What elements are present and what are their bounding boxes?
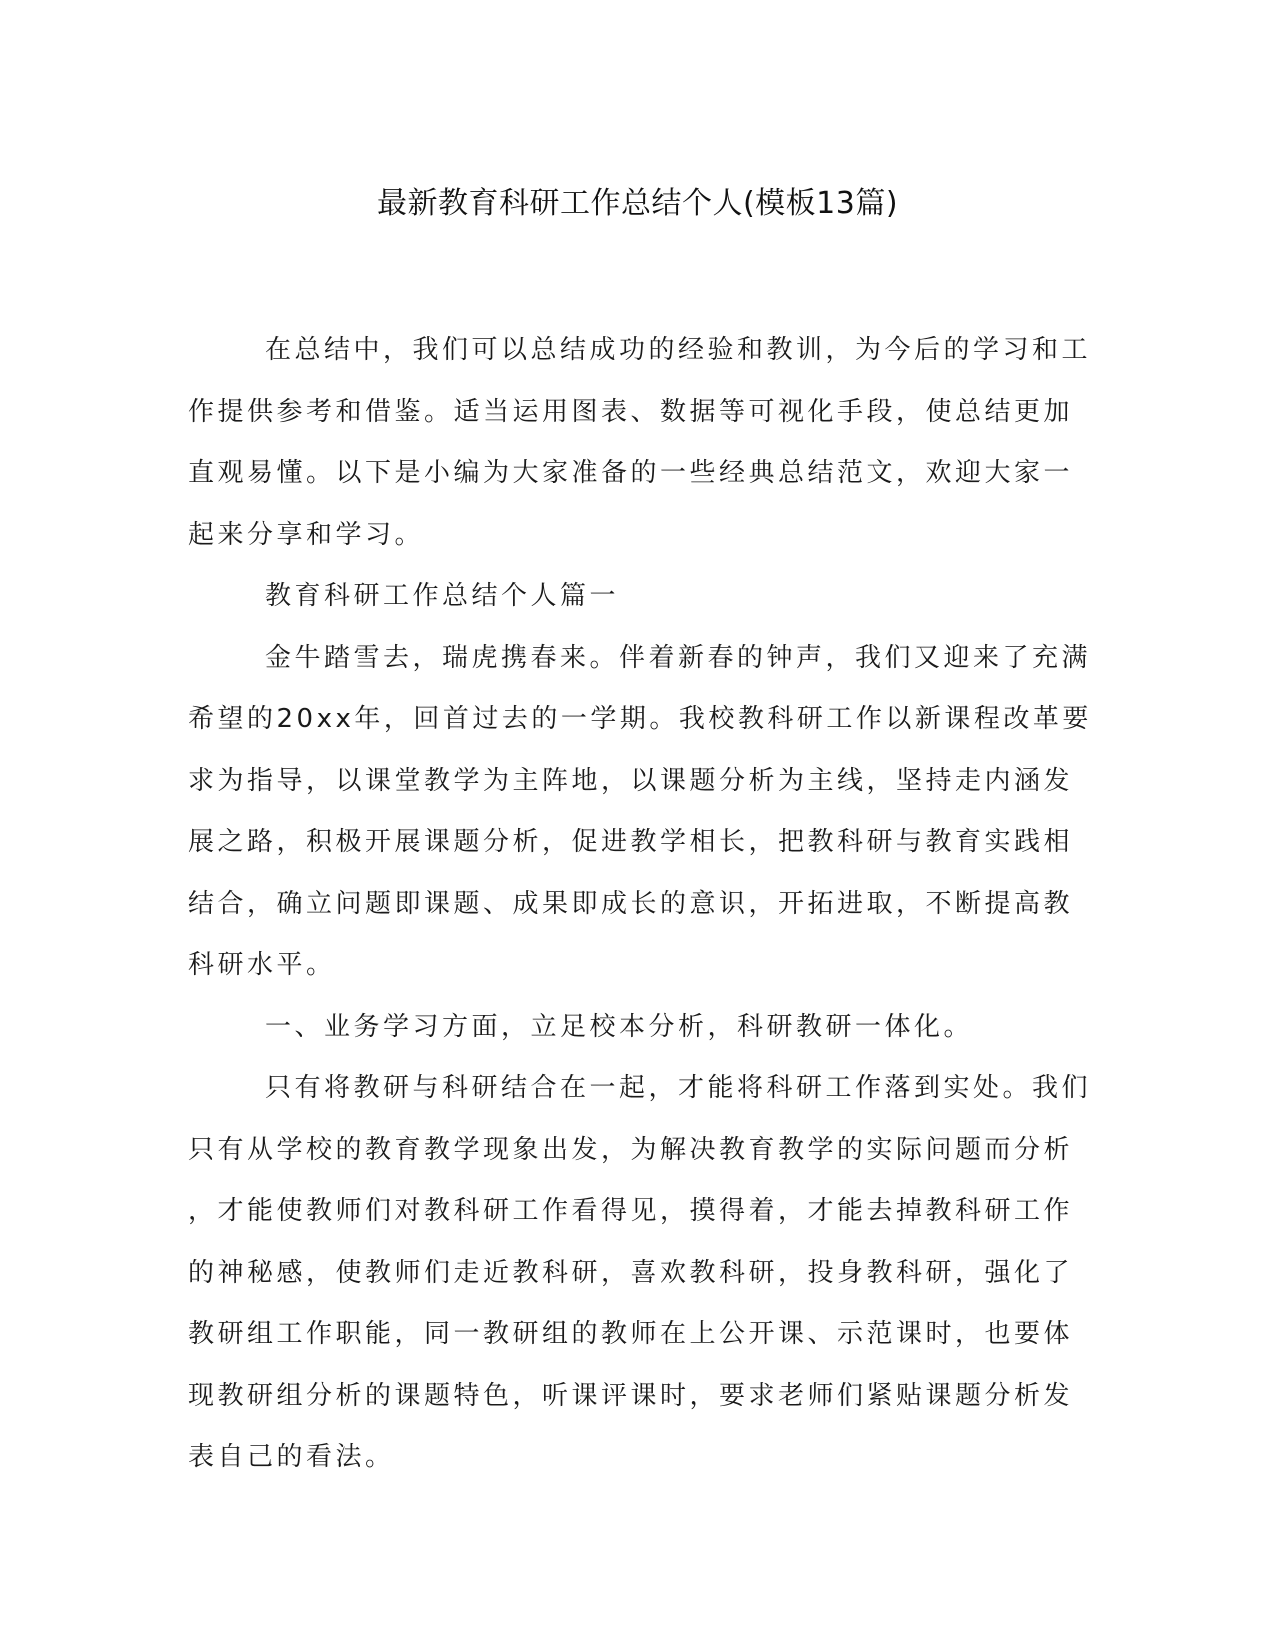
paragraph-line: 教研组工作职能，同一教研组的教师在上公开课、示范课时，也要体: [188, 1319, 1074, 1349]
paragraph-line: 现教研组分析的课题特色，听课评课时，要求老师们紧贴课题分析发: [188, 1380, 1074, 1411]
paragraph-line: 只有将教研与科研结合在一起，才能将科研工作落到实处。我们: [265, 1073, 1092, 1103]
paragraph-line: 的神秘感，使教师们走近教科研，喜欢教科研，投身教科研，强化了: [188, 1257, 1074, 1288]
section-heading: 教育科研工作总结个人篇一: [265, 581, 620, 611]
paragraph-line: 希望的20xx年，回首过去的一学期。我校教科研工作以新课程改革要: [188, 704, 1092, 734]
paragraph-line: 作提供参考和借鉴。适当运用图表、数据等可视化手段，使总结更加: [188, 396, 1074, 427]
paragraph-line: ，才能使教师们对教科研工作看得见，摸得着，才能去掉教科研工作: [188, 1196, 1074, 1226]
paragraph-line: 金牛踏雪去，瑞虎携春来。伴着新春的钟声，我们又迎来了充满: [265, 642, 1092, 673]
document-title: 最新教育科研工作总结个人(模板13篇): [376, 186, 899, 221]
paragraph-line: 起来分享和学习。: [188, 519, 425, 550]
paragraph-line: 科研水平。: [188, 950, 336, 980]
paragraph-line: 直观易懂。以下是小编为大家准备的一些经典总结范文，欢迎大家一: [188, 458, 1074, 488]
document-body: [188, 320, 1092, 1489]
subsection-heading: 一、业务学习方面，立足校本分析，科研教研一体化。: [265, 1011, 974, 1042]
paragraph-line: 表自己的看法。: [188, 1442, 395, 1472]
paragraph-line: 展之路，积极开展课题分析，促进教学相长，把教科研与教育实践相: [188, 827, 1074, 857]
paragraph-line: 只有从学校的教育教学现象出发，为解决教育教学的实际问题而分析: [188, 1134, 1074, 1165]
paragraph-line: 结合，确立问题即课题、成果即成长的意识，开拓进取，不断提高教: [188, 888, 1074, 919]
paragraph-line: 求为指导，以课堂教学为主阵地，以课题分析为主线，坚持走内涵发: [188, 765, 1074, 796]
paragraph-line: 在总结中，我们可以总结成功的经验和教训，为今后的学习和工: [265, 335, 1092, 365]
